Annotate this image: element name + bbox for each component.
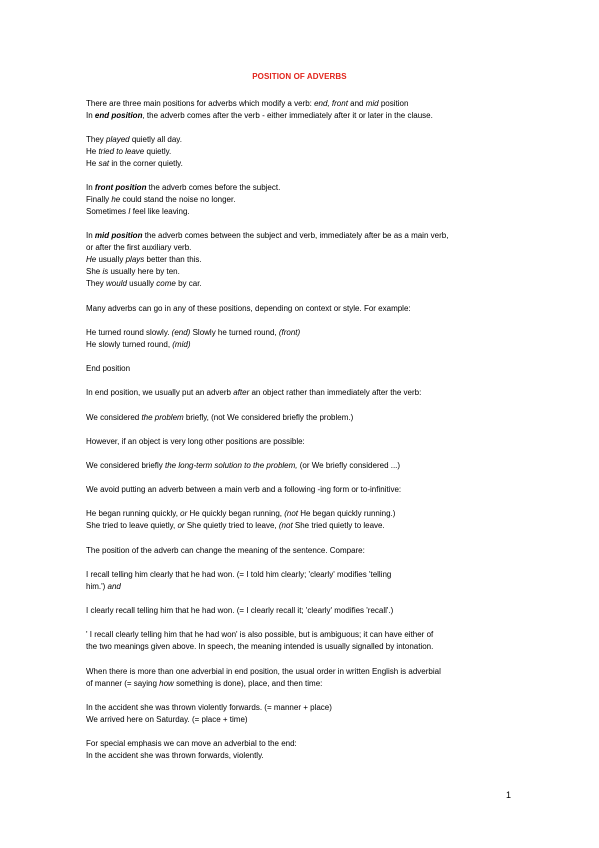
text-run: He quickly began running, (187, 509, 285, 518)
text-line (86, 582, 121, 592)
emphasis-text: plays (125, 255, 145, 264)
text-run: When there is more than one adverbial in end position, the usual order in written English is adverbial (86, 667, 441, 676)
text-line (86, 485, 401, 495)
text-line (86, 99, 408, 109)
text-line (86, 364, 130, 374)
text-run: an object rather than immediately after the verb: (249, 388, 422, 397)
text-line (86, 159, 183, 169)
emphasis-text: played (106, 135, 130, 144)
text-line (86, 751, 264, 761)
text-run: better than this. (144, 255, 202, 264)
emphasis-text: tried to leave (98, 147, 145, 156)
text-run: (or We briefly considered ...) (297, 461, 401, 470)
text-line (86, 255, 202, 265)
text-run: However, if an object is very long other positions are possible: (86, 437, 305, 446)
text-line (86, 715, 248, 725)
text-line (86, 388, 421, 398)
text-line (86, 267, 180, 277)
text-run: the adverb comes between the subject and verb, immediately after be as a main verb, (142, 231, 449, 240)
emphasis-text: is (102, 267, 109, 276)
text-run: In the accident she was thrown forwards, violently. (86, 751, 264, 760)
text-run: of manner (= saying (86, 679, 160, 688)
emphasis-text: (not (284, 509, 299, 518)
text-run: or after the first auxiliary verb. (86, 243, 192, 252)
text-run: feel like leaving. (130, 207, 190, 216)
text-line (86, 207, 190, 217)
emphasis-text: mid position (94, 231, 143, 240)
text-run: We avoid putting an adverb between a main verb and a following -ing form or to-infinitive: (86, 485, 402, 494)
text-run: , the adverb comes after the verb - either immediately after it or later in the clause. (142, 111, 433, 120)
text-run: We considered (86, 413, 142, 422)
text-run: Many adverbs can go in any of these positions, depending on context or style. For example: (86, 304, 411, 313)
text-line (86, 461, 400, 471)
emphasis-text: He (86, 255, 97, 264)
text-run: In (86, 231, 95, 240)
text-run: She tried quietly to leave. (292, 521, 385, 530)
emphasis-text: (not (278, 521, 293, 530)
text-run: usually here by ten. (108, 267, 180, 276)
text-run: There are three main positions for adverbs which modify a verb: (86, 99, 315, 108)
text-run: The position of the adverb can change the meaning of the sentence. Compare: (86, 546, 365, 555)
text-line (86, 147, 171, 157)
text-line (86, 340, 190, 350)
text-line (86, 304, 411, 314)
emphasis-text: (mid) (172, 340, 191, 349)
emphasis-text: sat (98, 159, 110, 168)
text-run: and (347, 99, 366, 108)
text-run: by car. (175, 279, 202, 288)
text-run: quietly. (144, 147, 172, 156)
text-run: He began quickly running.) (298, 509, 396, 518)
text-line (86, 606, 393, 616)
text-run: They (86, 135, 107, 144)
emphasis-text: (front) (278, 328, 301, 337)
text-run: End position (86, 364, 131, 373)
text-line (86, 546, 365, 556)
emphasis-text: or (180, 509, 188, 518)
emphasis-text: mid (365, 99, 379, 108)
emphasis-text: I (128, 207, 131, 216)
text-run: She (86, 267, 103, 276)
text-run: She quietly tried to leave, (184, 521, 279, 530)
text-line (86, 243, 191, 253)
text-line (86, 630, 433, 640)
text-run: She tried to leave quietly, (86, 521, 178, 530)
text-run: He slowly turned round, (86, 340, 173, 349)
text-line (86, 437, 305, 447)
text-run: could stand the noise no longer. (120, 195, 236, 204)
text-run: something is done), place, and then time: (173, 679, 323, 688)
text-run: I recall telling him clearly that he had won. (= I told him clearly; 'clearly' modifies 'telling (86, 570, 392, 579)
emphasis-text: (end) (171, 328, 191, 337)
text-line (86, 521, 385, 531)
page-number: 1 (506, 790, 512, 800)
emphasis-text: would (106, 279, 127, 288)
text-run: He (86, 147, 99, 156)
text-line (86, 642, 433, 652)
emphasis-text: after (233, 388, 250, 397)
text-run: briefly, (not We considered briefly the problem.) (183, 413, 354, 422)
emphasis-text: how (159, 679, 174, 688)
text-run: He began running quickly, (86, 509, 181, 518)
text-line (86, 570, 391, 580)
emphasis-text: front position (94, 183, 147, 192)
text-line (86, 135, 182, 145)
emphasis-text: and (107, 582, 121, 591)
text-line (86, 667, 441, 677)
text-line (86, 279, 202, 289)
text-run: In (86, 183, 95, 192)
text-line (86, 231, 448, 241)
text-run: We arrived here on Saturday. (= place + time) (86, 715, 248, 724)
emphasis-text: end, front (314, 99, 348, 108)
text-line (86, 509, 395, 519)
text-run: him.') (86, 582, 108, 591)
emphasis-text: come (156, 279, 176, 288)
text-run: quietly all day. (129, 135, 182, 144)
text-run: ' I recall clearly telling him that he had won' is also possible, but is ambiguous; it can have either of (86, 630, 434, 639)
text-run: He turned round slowly. (86, 328, 172, 337)
text-run: usually (126, 279, 157, 288)
text-run: in the corner quietly. (109, 159, 183, 168)
emphasis-text: or (177, 521, 185, 530)
text-line (86, 111, 433, 121)
text-line (86, 703, 332, 713)
text-run: the adverb comes before the subject. (146, 183, 281, 192)
text-run: He (86, 159, 99, 168)
text-line (86, 195, 235, 205)
text-run: We considered briefly (86, 461, 165, 470)
text-run: For special emphasis we can move an adverbial to the end: (86, 739, 297, 748)
text-run: In end position, we usually put an adverb (86, 388, 234, 397)
text-run: the two meanings given above. In speech, the meaning intended is usually signalled by intonation. (86, 642, 434, 651)
text-run: I clearly recall telling him that he had won. (= I clearly recall it; 'clearly' modifies 'recall'.) (86, 606, 394, 615)
text-run: In the accident she was thrown violently forwards. (= manner + place) (86, 703, 332, 712)
emphasis-text: the long-term solution to the problem, (165, 461, 298, 470)
text-run: Slowly he turned round, (190, 328, 279, 337)
text-run: Finally (86, 195, 112, 204)
text-run: They (86, 279, 107, 288)
text-run: position (378, 99, 409, 108)
text-line (86, 739, 297, 749)
emphasis-text: he (111, 195, 121, 204)
text-run: usually (96, 255, 126, 264)
text-line (86, 413, 353, 423)
text-line (86, 328, 300, 338)
text-line (86, 679, 322, 689)
emphasis-text: end position (94, 111, 143, 120)
text-run: In (86, 111, 95, 120)
page-title: POSITION OF ADVERBS (252, 72, 347, 81)
emphasis-text: the problem (141, 413, 184, 422)
text-run: Sometimes (86, 207, 129, 216)
text-line (86, 183, 280, 193)
